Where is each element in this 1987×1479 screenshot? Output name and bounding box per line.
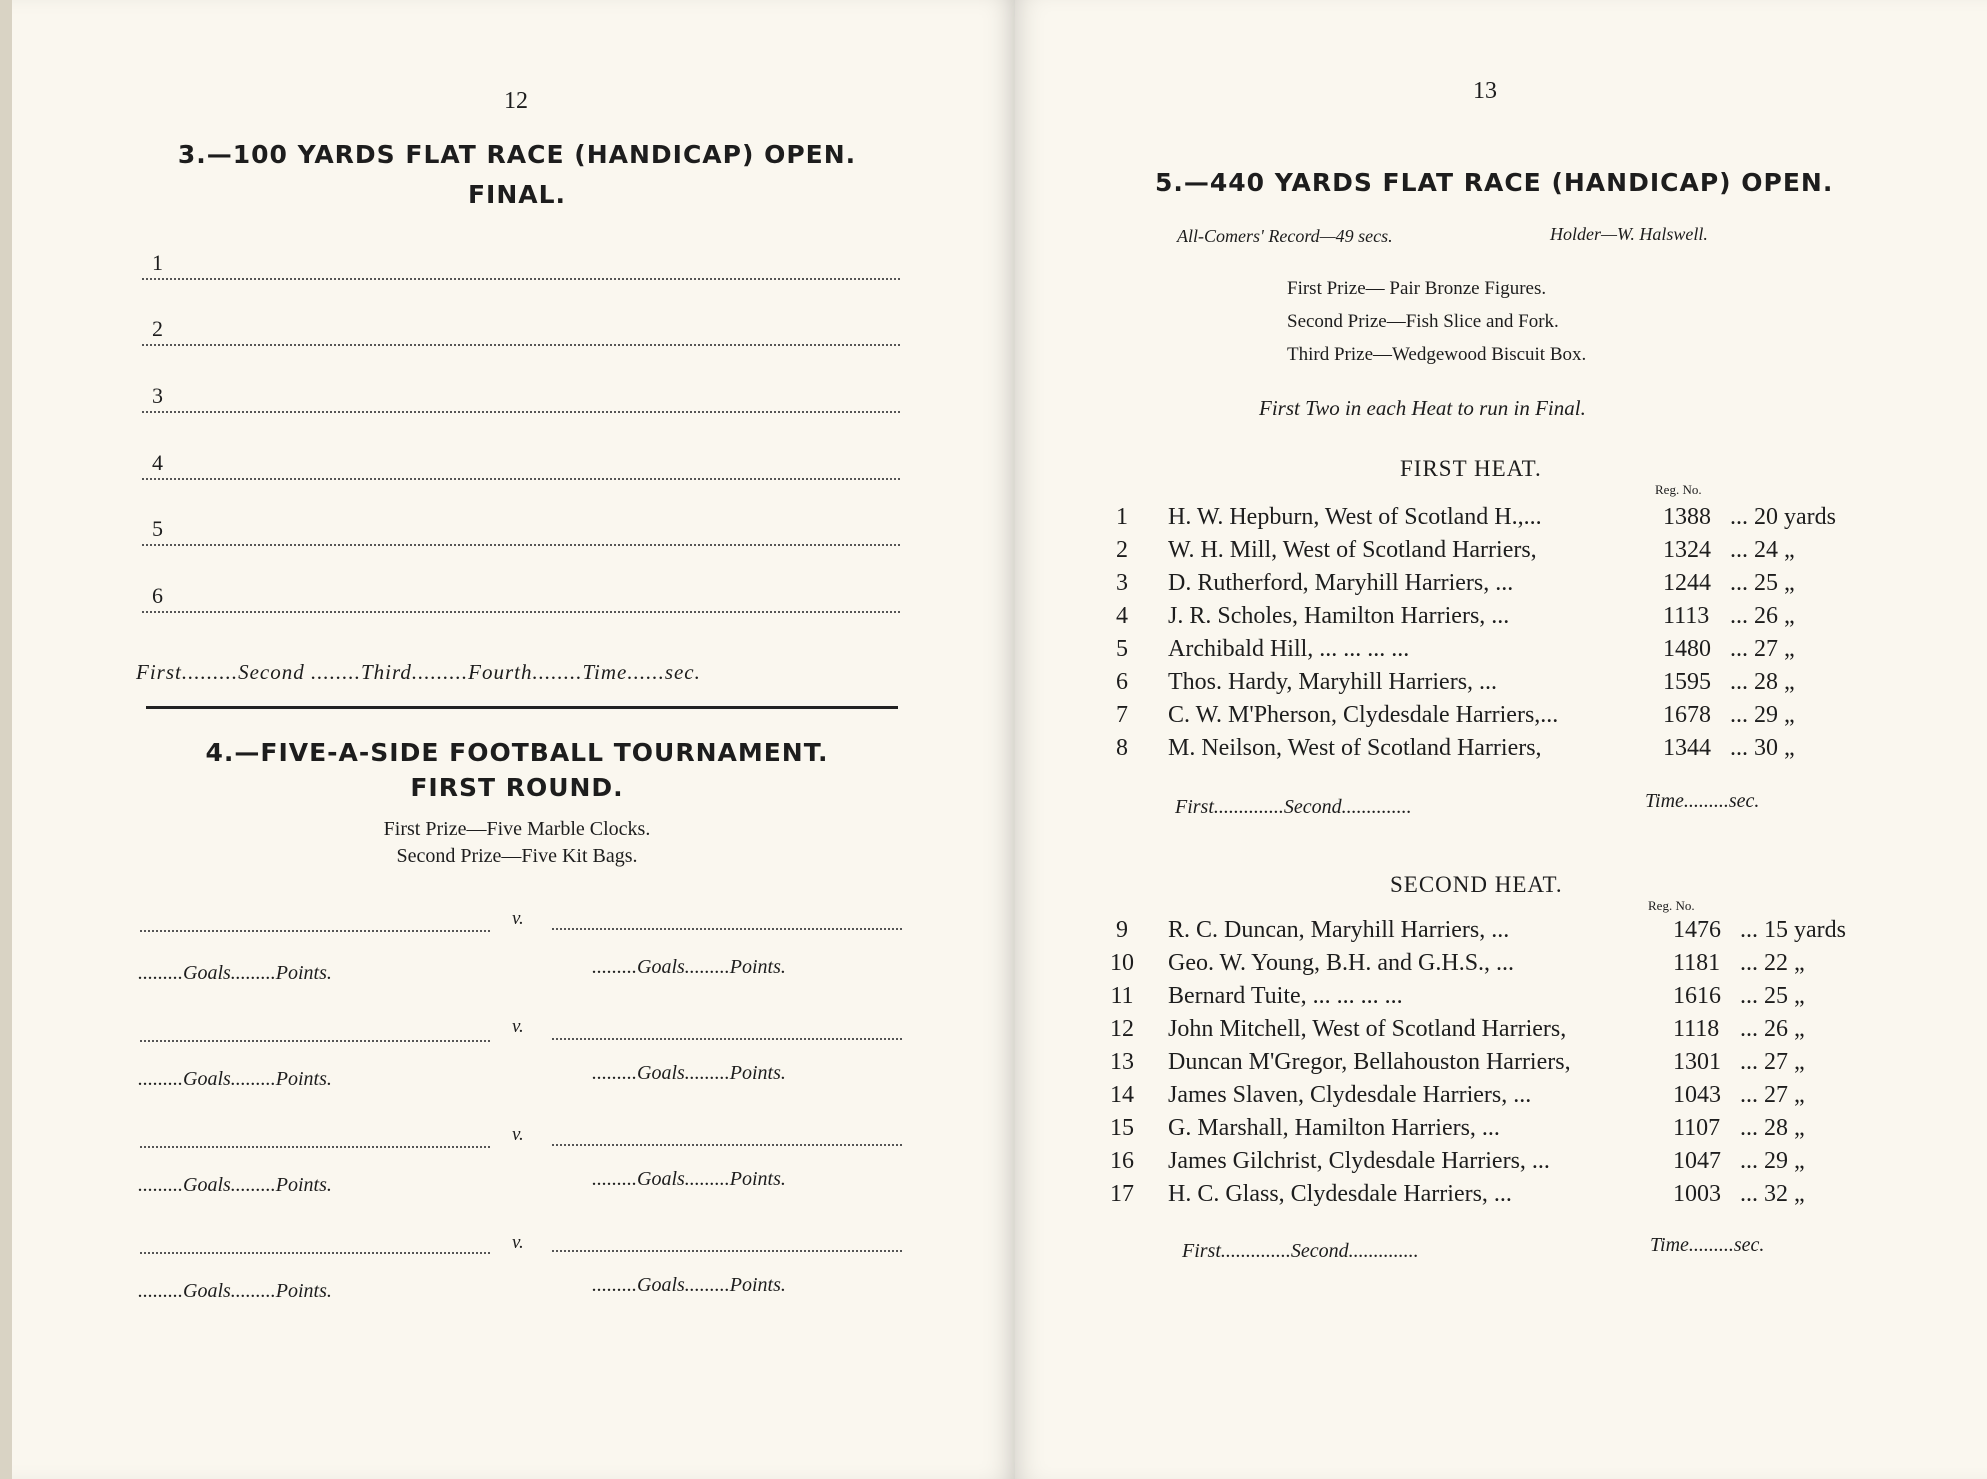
record-holder: Holder—W. Halswell. — [1550, 224, 1708, 244]
competitor-name: Thos. Hardy, Maryhill Harriers, ... — [1168, 669, 1498, 695]
competitor-name: James Gilchrist, Clydesdale Harriers, ... — [1168, 1148, 1550, 1174]
handicap-yards: ... 29 „ — [1730, 702, 1795, 728]
position-number: 2 — [152, 316, 163, 341]
competitor-name: James Slaven, Clydesdale Harriers, ... — [1168, 1082, 1532, 1108]
page-number: 13 — [1473, 78, 1497, 104]
goals-points-line[interactable]: .........Goals.........Points. — [592, 956, 786, 978]
handicap-yards: ... 25 „ — [1730, 570, 1795, 596]
position-number: 4 — [152, 450, 163, 475]
heat-entry-row — [1118, 669, 1878, 701]
page-number: 12 — [504, 88, 528, 114]
handicap-yards: ... 28 „ — [1730, 669, 1795, 695]
competitor-name: D. Rutherford, Maryhill Harriers, ... — [1168, 570, 1514, 596]
competitor-name: C. W. M'Pherson, Clydesdale Harriers,... — [1168, 702, 1559, 728]
goals-points-line[interactable]: .........Goals.........Points. — [138, 962, 332, 984]
heat-entry-row — [1118, 917, 1878, 949]
prize-first: First Prize— Pair Bronze Figures. — [1287, 278, 1547, 299]
registration-number: 1113 — [1663, 603, 1710, 629]
heat-entry-row — [1118, 702, 1878, 734]
final-position-row[interactable] — [142, 452, 900, 482]
event3-title: 3.—100 YARDS FLAT RACE (HANDICAP) OPEN. — [177, 140, 857, 169]
registration-number: 1678 — [1663, 702, 1711, 728]
registration-number: 1616 — [1673, 983, 1721, 1009]
event4-subtitle: FIRST ROUND. — [410, 773, 624, 802]
entry-number: 15 — [1110, 1115, 1134, 1141]
goals-points-line[interactable]: .........Goals.........Points. — [138, 1068, 332, 1090]
handicap-yards: ... 20 yards — [1730, 504, 1836, 530]
team-name-field[interactable] — [140, 1040, 490, 1042]
registration-number: 1003 — [1673, 1181, 1721, 1207]
registration-number: 1595 — [1663, 669, 1711, 695]
final-position-row[interactable] — [142, 585, 900, 615]
registration-number: 1043 — [1673, 1082, 1721, 1108]
entry-number: 14 — [1110, 1082, 1134, 1108]
team-name-field[interactable] — [140, 930, 490, 932]
event4-title: 4.—FIVE-A-SIDE FOOTBALL TOURNAMENT. — [205, 738, 829, 767]
heat-entry-row — [1110, 1082, 1878, 1114]
handicap-yards: ... 27 „ — [1740, 1049, 1805, 1075]
entry-number: 2 — [1116, 537, 1128, 563]
competitor-name: M. Neilson, West of Scotland Harriers, — [1168, 735, 1542, 761]
competitor-name: Bernard Tuite, ... ... ... ... — [1168, 983, 1403, 1009]
entry-number: 10 — [1110, 950, 1134, 976]
handicap-yards: ... 27 „ — [1740, 1082, 1805, 1108]
entry-number: 13 — [1110, 1049, 1134, 1075]
final-position-row[interactable] — [142, 318, 900, 348]
entry-number: 7 — [1116, 702, 1128, 728]
competitor-name: G. Marshall, Hamilton Harriers, ... — [1168, 1115, 1500, 1141]
competitor-name: J. R. Scholes, Hamilton Harriers, ... — [1168, 603, 1510, 629]
event3-subtitle: FINAL. — [467, 180, 567, 209]
entry-number: 9 — [1116, 917, 1128, 943]
registration-number: 1107 — [1673, 1115, 1721, 1141]
prize-second: Second Prize—Five Kit Bags. — [396, 845, 638, 867]
heat-entry-row — [1118, 537, 1878, 569]
entry-number: 11 — [1110, 983, 1134, 1009]
team-name-field[interactable] — [552, 1144, 902, 1146]
registration-number: 1181 — [1673, 950, 1721, 976]
handicap-yards: ... 24 „ — [1730, 537, 1795, 563]
reg-no-header: Reg. No. — [1655, 482, 1702, 497]
final-position-row[interactable] — [142, 385, 900, 415]
registration-number: 1324 — [1663, 537, 1711, 563]
entry-number: 16 — [1110, 1148, 1134, 1174]
competitor-name: R. C. Duncan, Maryhill Harriers, ... — [1168, 917, 1510, 943]
versus-label: v. — [512, 1124, 524, 1145]
handicap-yards: ... 30 „ — [1730, 735, 1795, 761]
entry-number: 4 — [1116, 603, 1128, 629]
heat-entry-row — [1110, 1115, 1878, 1147]
registration-number: 1118 — [1673, 1016, 1720, 1042]
competitor-name: H. C. Glass, Clydesdale Harriers, ... — [1168, 1181, 1512, 1207]
heat-entry-row — [1110, 1049, 1878, 1081]
first-heat-title: FIRST HEAT. — [1400, 456, 1542, 481]
competitor-name: Archibald Hill, ... ... ... ... — [1168, 636, 1410, 662]
competitor-name: Duncan M'Gregor, Bellahouston Harriers, — [1168, 1049, 1571, 1075]
entry-number: 17 — [1110, 1181, 1134, 1207]
all-comers-record: All-Comers' Record—49 secs. — [1177, 226, 1393, 246]
competitor-name: W. H. Mill, West of Scotland Harriers, — [1168, 537, 1537, 563]
handicap-yards: ... 27 „ — [1730, 636, 1795, 662]
event5-title: 5.—440 YARDS FLAT RACE (HANDICAP) OPEN. — [1155, 168, 1834, 197]
heat-entry-row — [1118, 570, 1878, 602]
entry-number: 8 — [1116, 735, 1128, 761]
handicap-yards: ... 32 „ — [1740, 1181, 1805, 1207]
registration-number: 1480 — [1663, 636, 1711, 662]
handicap-yards: ... 28 „ — [1740, 1115, 1805, 1141]
final-position-row[interactable] — [142, 252, 900, 282]
prize-first: First Prize—Five Marble Clocks. — [383, 818, 651, 840]
versus-label: v. — [512, 1232, 524, 1253]
registration-number: 1301 — [1673, 1049, 1721, 1075]
heat-entry-row — [1110, 1181, 1878, 1213]
goals-points-line[interactable]: .........Goals.........Points. — [592, 1274, 786, 1296]
competitor-name: John Mitchell, West of Scotland Harriers, — [1168, 1016, 1567, 1042]
heat-entry-row — [1110, 1016, 1878, 1048]
second-heat-title: SECOND HEAT. — [1390, 872, 1563, 897]
first-heat-result-line[interactable]: First..............Second.............. — [1175, 796, 1412, 818]
entry-number: 6 — [1116, 669, 1128, 695]
registration-number: 1047 — [1673, 1148, 1721, 1174]
heat-entry-row — [1118, 504, 1878, 536]
reg-no-header: Reg. No. — [1648, 898, 1695, 913]
handicap-yards: ... 26 „ — [1740, 1016, 1805, 1042]
handicap-yards: ... 25 „ — [1740, 983, 1805, 1009]
entry-number: 5 — [1116, 636, 1128, 662]
position-number: 5 — [152, 516, 163, 541]
competitor-name: H. W. Hepburn, West of Scotland H.,... — [1168, 504, 1542, 530]
goals-points-line[interactable]: .........Goals.........Points. — [592, 1062, 786, 1084]
second-heat-result-line[interactable]: First..............Second.............. — [1182, 1240, 1419, 1262]
heat-entry-row — [1110, 950, 1878, 982]
registration-number: 1344 — [1663, 735, 1711, 761]
entry-number: 3 — [1116, 570, 1128, 596]
heat-entry-row — [1110, 983, 1878, 1015]
handicap-yards: ... 29 „ — [1740, 1148, 1805, 1174]
position-number: 3 — [152, 383, 163, 408]
final-qualification-note: First Two in each Heat to run in Final. — [1259, 396, 1586, 420]
heat-entry-row — [1118, 735, 1878, 767]
heat-entry-row — [1118, 636, 1878, 668]
prize-third: Third Prize—Wedgewood Biscuit Box. — [1287, 344, 1587, 365]
prize-second: Second Prize—Fish Slice and Fork. — [1287, 311, 1559, 332]
team-name-field[interactable] — [552, 1250, 902, 1252]
registration-number: 1476 — [1673, 917, 1721, 943]
registration-number: 1244 — [1663, 570, 1711, 596]
registration-number: 1388 — [1663, 504, 1711, 530]
versus-label: v. — [512, 1016, 524, 1037]
goals-points-line[interactable]: .........Goals.........Points. — [138, 1280, 332, 1302]
heat-entry-row — [1118, 603, 1878, 635]
position-number: 6 — [152, 583, 163, 608]
second-heat-time-line[interactable]: Time.........sec. — [1650, 1234, 1765, 1256]
section-divider — [146, 706, 898, 709]
team-name-field[interactable] — [552, 928, 902, 930]
entry-number: 12 — [1110, 1016, 1134, 1042]
final-position-row[interactable] — [142, 518, 900, 548]
placings-line[interactable]: First.........Second ........Third.........Fourth........Time......sec. — [136, 660, 701, 684]
entry-number: 1 — [1116, 504, 1128, 530]
goals-points-line[interactable]: .........Goals.........Points. — [138, 1174, 332, 1196]
first-heat-time-line[interactable]: Time.........sec. — [1645, 790, 1760, 812]
goals-points-line[interactable]: .........Goals.........Points. — [592, 1168, 786, 1190]
heat-entry-row — [1110, 1148, 1878, 1180]
team-name-field[interactable] — [552, 1038, 902, 1040]
handicap-yards: ... 15 yards — [1740, 917, 1846, 943]
position-number: 1 — [152, 250, 163, 275]
handicap-yards: ... 26 „ — [1730, 603, 1795, 629]
team-name-field[interactable] — [140, 1146, 490, 1148]
team-name-field[interactable] — [140, 1252, 490, 1254]
handicap-yards: ... 22 „ — [1740, 950, 1805, 976]
competitor-name: Geo. W. Young, B.H. and G.H.S., ... — [1168, 950, 1515, 976]
versus-label: v. — [512, 908, 524, 929]
